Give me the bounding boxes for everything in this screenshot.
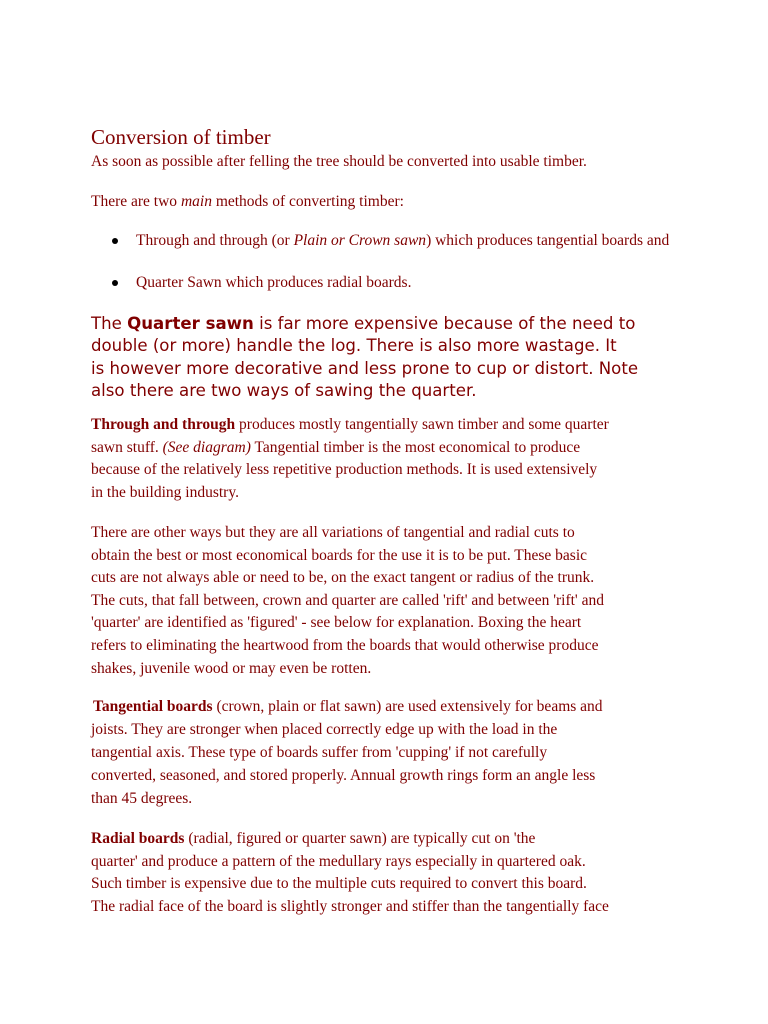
through-line3: because of the relatively less repetitive production methods. It is used extensively: [91, 461, 598, 479]
tangential-boards-term: Tangential boards: [93, 698, 213, 715]
methods-intro-before: There are two: [91, 193, 181, 210]
bullet-dot-icon: [112, 280, 118, 286]
bullet-item-quarter-sawn: Quarter Sawn which produces radial boards.: [136, 274, 412, 291]
bullet-1-emphasis: Plain or Crown sawn: [293, 232, 427, 249]
through-and-through-term: Through and through: [91, 416, 236, 433]
radial-line2: quarter' and produce a pattern of the medullary rays especially in quartered oak.: [91, 852, 586, 870]
quarter-line3: is however more decorative and less prone to cup or distort. Note: [91, 358, 639, 378]
tangential-line4: converted, seasoned, and stored properly. Annual growth rings form an angle less: [91, 766, 596, 784]
quarter-line2: double (or more) handle the log. There is also more wastage. It: [91, 336, 617, 356]
bullet-item-through-and-through: [136, 231, 669, 251]
document-title: Conversion of timber: [91, 125, 271, 149]
quarter-sawn-term: Quarter sawn: [127, 314, 254, 333]
tangential-line2: joists. They are stronger when placed correctly edge up with the load in the: [91, 720, 558, 738]
radial-line3: Such timber is expensive due to the multiple cuts required to convert this board.: [91, 875, 587, 893]
quarter-line1-after: is far more expensive because of the need to: [253, 314, 636, 333]
through-line1-after: produces mostly tangentially sawn timber and some quarter: [235, 416, 609, 433]
radial-boards-term: Radial boards: [91, 830, 185, 847]
radial-line4: The radial face of the board is slightly stronger and stiffer than the tangentially face: [91, 897, 609, 915]
bullet-1-before: Through and through (or: [136, 232, 294, 249]
other-ways-line: The cuts, that fall between, crown and quarter are called 'rift' and between 'rift' and: [91, 591, 604, 609]
through-line4: in the building industry.: [91, 483, 239, 501]
through-and-through-paragraph: [91, 414, 609, 504]
other-ways-line: There are other ways but they are all variations of tangential and radial cuts to: [91, 524, 575, 541]
quarter-sawn-paragraph: [91, 313, 638, 402]
other-ways-line: 'quarter' are identified as 'figured' - see below for explanation. Boxing the heart: [91, 614, 582, 632]
tangential-line1-after: (crown, plain or flat sawn) are used extensively for beams and: [212, 698, 603, 715]
methods-intro-emphasis: main: [180, 193, 212, 210]
quarter-line4: also there are two ways of sawing the quarter.: [91, 380, 477, 400]
methods-intro-line: [91, 192, 404, 212]
quarter-line1-before: The: [91, 314, 128, 333]
other-ways-line: shakes, juvenile wood or may even be rotten.: [91, 659, 372, 677]
other-ways-paragraph: [91, 522, 604, 680]
tangential-line3: tangential axis. These type of boards suffer from 'cupping' if not carefully: [91, 743, 548, 761]
bullet-1-after: ) which produces tangential boards and: [426, 232, 670, 249]
intro-text: As soon as possible after felling the tree should be converted into usable timber.: [91, 153, 587, 170]
methods-intro-after: methods of converting timber:: [211, 193, 404, 210]
see-diagram-note: (See diagram): [162, 438, 251, 456]
bullet-dot-icon: [112, 238, 118, 244]
other-ways-line: cuts are not always able or need to be, on the exact tangent or radius of the trunk.: [91, 569, 595, 587]
through-line2-before: sawn stuff.: [91, 438, 163, 456]
radial-boards-paragraph: [91, 828, 609, 918]
other-ways-line: obtain the best or most economical boards for the use it is to be put. These basic: [91, 546, 588, 564]
tangential-boards-paragraph: [93, 696, 603, 811]
radial-line1-after: (radial, figured or quarter sawn) are typically cut on 'the: [184, 830, 536, 847]
other-ways-line: refers to eliminating the heartwood from the boards that would otherwise produce: [91, 636, 599, 654]
tangential-line5: than 45 degrees.: [91, 789, 193, 807]
through-line2-after: Tangential timber is the most economical to produce: [250, 438, 581, 456]
